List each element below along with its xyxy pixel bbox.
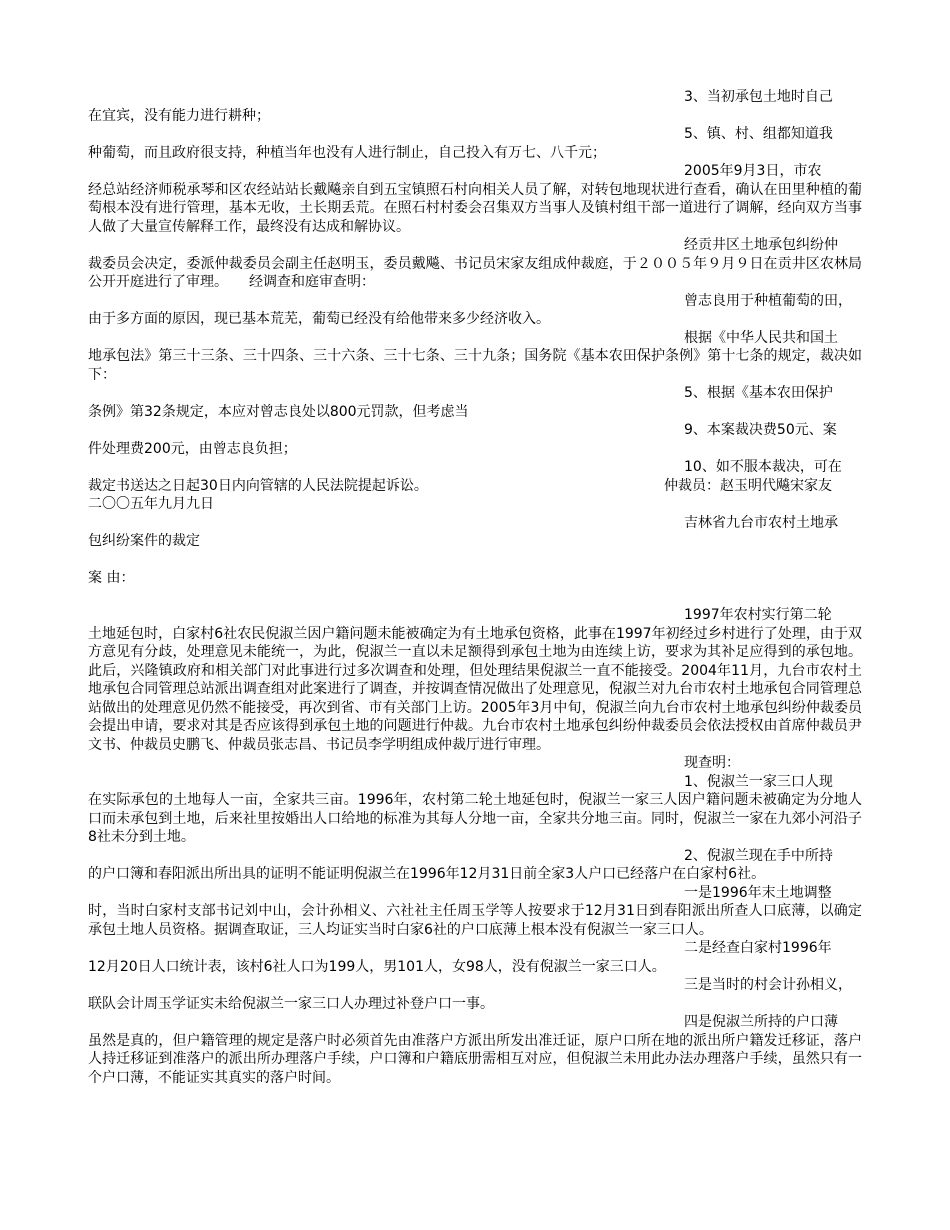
paragraph-body: 虽然是真的，但户籍管理的规定是落户时必须首先由准落户方派出所发出准迁证，原户口所在地的派出所户籍发迁移证，落户人持迁移证到准落户的派出所办理落户手续，户口簿和户籍底册需相互对应，但倪淑兰未用此办法办理落户手续，虽然只有一个户口薄，不能证实其真实的落户时间。 xyxy=(88,1032,862,1086)
paragraph xyxy=(88,421,862,458)
paragraph-body: 经总站经济师税承琴和区农经站站长戴飚亲自到五宝镇照石村向相关人员了解，对转包地现状进行查看，确认在田里种植的葡萄根本没有进行管理，基本无收，土长期丢荒。在照石村村委会召集双方当事人及镇村组干部一道进行了调解，经向双方当事人做了大量宣传解释工作，最终没有达成和解协议。 xyxy=(88,181,862,235)
ruling-date: 二〇〇五年九月九日 xyxy=(88,496,214,512)
document-page xyxy=(88,88,862,1087)
spacer xyxy=(88,551,862,570)
paragraph xyxy=(88,606,862,754)
paragraph-body: 12月20日人口统计表，该村6社人口为199人，男101人，女98人，没有倪淑兰一家三口人。 xyxy=(88,958,666,975)
paragraph-lead: 根据《中华人民共和国土 xyxy=(684,329,838,346)
paragraph-body: 土地延包时，白家村6社农民倪淑兰因户籍问题未能被确定为有土地承包资格，此事在1997年初经过乡村进行了处理，由于双方意见有分歧，处理意见未能统一，为此，倪淑兰一直以未足额得到承包土地为由连续上访，要求为其补足应得到的承包地。此后，兴隆镇政府和相关部门对此事进行过多次调查和处理，但处理结果倪淑兰一直不能接受。2004年11月，九台市农村土地承包合同管理总站派出调查组对此案进行了调查，并按调查情况做出了处理意见，倪淑兰对九台市农村土地承包合同管理总站做出的处理意见仍然不能接受，再次到省、市有关部门上访。2005年3月中旬，倪淑兰向九台市农村土地承包纠纷仲裁委员会提出申请，要求对其是否应该得到承包土地的问题进行仲裁。九台市农村土地承包纠纷仲裁委员会依法授权由首席仲裁员尹文书、仲裁员史鹏飞、仲裁员张志昌、书记员李学明组成仲裁厅进行审理。 xyxy=(88,625,862,753)
document-title xyxy=(88,514,862,551)
paragraph xyxy=(88,292,862,329)
paragraph xyxy=(88,125,862,162)
paragraph xyxy=(88,236,862,292)
paragraph-body: 裁委员会决定，委派仲裁委员会副主任赵明玉，委员戴飚、书记员宋家友组成仲裁庭，于２００５年９月９日在贡井区农林局公开开庭进行了审理。 经调查和庭审查明： xyxy=(88,255,862,290)
paragraph xyxy=(88,384,862,421)
paragraph-body: 在宜宾，没有能力进行耕种； xyxy=(88,107,270,124)
paragraph-body: 在实际承包的土地每人一亩，全家共三亩。1996年，农村第二轮土地延包时，倪淑兰一家三人因户籍问题未被确定为分地人口而未承包到土地，后来社里按婚出人口给地的标准为其每人分地一亩，全家共分地三亩。同时，倪淑兰一家在九郊小河沿子8社未分到土地。 xyxy=(88,792,862,845)
cause-label: 案 由： xyxy=(88,570,135,586)
paragraph xyxy=(88,1013,862,1087)
paragraph xyxy=(88,329,862,385)
title-body: 包纠纷案件的裁定 xyxy=(88,533,200,549)
paragraph-lead: 一是1996年末土地调整 xyxy=(684,884,832,901)
paragraph-lead: 1997年农村实行第二轮 xyxy=(684,607,832,623)
paragraph xyxy=(88,976,862,1013)
paragraph xyxy=(88,939,862,976)
paragraph-body: 条例》第32条规定，本应对曾志良处以800元罚款，但考虑当 xyxy=(88,403,469,420)
paragraph-body-with-signers xyxy=(88,477,862,496)
paragraph-lead: 2、倪淑兰现在手中所持 xyxy=(684,847,833,864)
paragraph-lead: 曾志良用于种植葡萄的田， xyxy=(684,292,852,309)
paragraph-body: 的户口簿和春阳派出所出具的证明不能证明倪淑兰在1996年12月31日前全家3人户口已经落户在白家村6社。 xyxy=(88,866,766,882)
paragraph-body: 由于多方面的原因，现已基本荒芜，葡萄已经没有给他带来多少经济收入。 xyxy=(88,311,550,327)
paragraph-lead: 二是经查白家村1996年 xyxy=(684,940,832,956)
arbitrators-signature: 仲裁员：赵玉明代飚宋家友 xyxy=(664,477,832,494)
paragraph-lead: 1、倪淑兰一家三口人现 xyxy=(684,773,833,790)
paragraph-lead: 三是当时的村会计孙相义， xyxy=(684,977,852,993)
findings-label: 现查明： xyxy=(684,755,740,771)
paragraph-body: 联队会计周玉学证实未给倪淑兰一家三口人办理过补登户口一事。 xyxy=(88,995,494,1012)
paragraph xyxy=(88,458,862,495)
spacer xyxy=(88,588,862,607)
paragraph xyxy=(88,162,862,236)
paragraph-body: 种葡萄，而且政府很支持，种植当年也没有人进行制止，自己投入有万七、八千元； xyxy=(88,144,606,161)
paragraph-body: 件处理费200元，由曾志良负担； xyxy=(88,440,297,457)
paragraph-lead: 5、根据《基本农田保护 xyxy=(684,385,833,401)
paragraph-lead: 3、当初承包土地时自己 xyxy=(684,89,833,105)
title-lead: 吉林省九台市农村土地承 xyxy=(684,514,838,531)
paragraph-lead: 四是倪淑兰所持的户口薄 xyxy=(684,1014,838,1030)
paragraph xyxy=(88,884,862,940)
paragraph-lead: 10、如不服本裁决，可在 xyxy=(684,459,842,475)
paragraph-body: 地承包法》第三十三条、三十四条、三十六条、三十七条、三十九条；国务院《基本农田保护条例》第十七条的规定，裁决如下： xyxy=(88,348,862,383)
paragraph xyxy=(88,847,862,884)
paragraph-lead: 9、本案裁决费50元、案 xyxy=(684,422,837,438)
paragraph xyxy=(88,88,862,125)
paragraph-lead: 2005年9月3日，市农 xyxy=(684,163,822,179)
paragraph-body: 裁定书送达之日起30日内向管辖的人民法院提起诉讼。 xyxy=(88,477,428,494)
paragraph-lead: 5、镇、村、组都知道我 xyxy=(684,126,833,142)
paragraph xyxy=(88,773,862,847)
paragraph-lead: 经贡井区土地承包纠纷仲 xyxy=(684,237,838,253)
paragraph-body: 时，当时白家村支部书记刘中山，会计孙相义、六社社主任周玉学等人按要求于12月31日到春阳派出所查人口底薄，以确定承包土地人员资格。据调查取证，三人均证实当时白家6社的户口底薄上根本没有倪淑兰一家三口人。 xyxy=(88,903,862,938)
